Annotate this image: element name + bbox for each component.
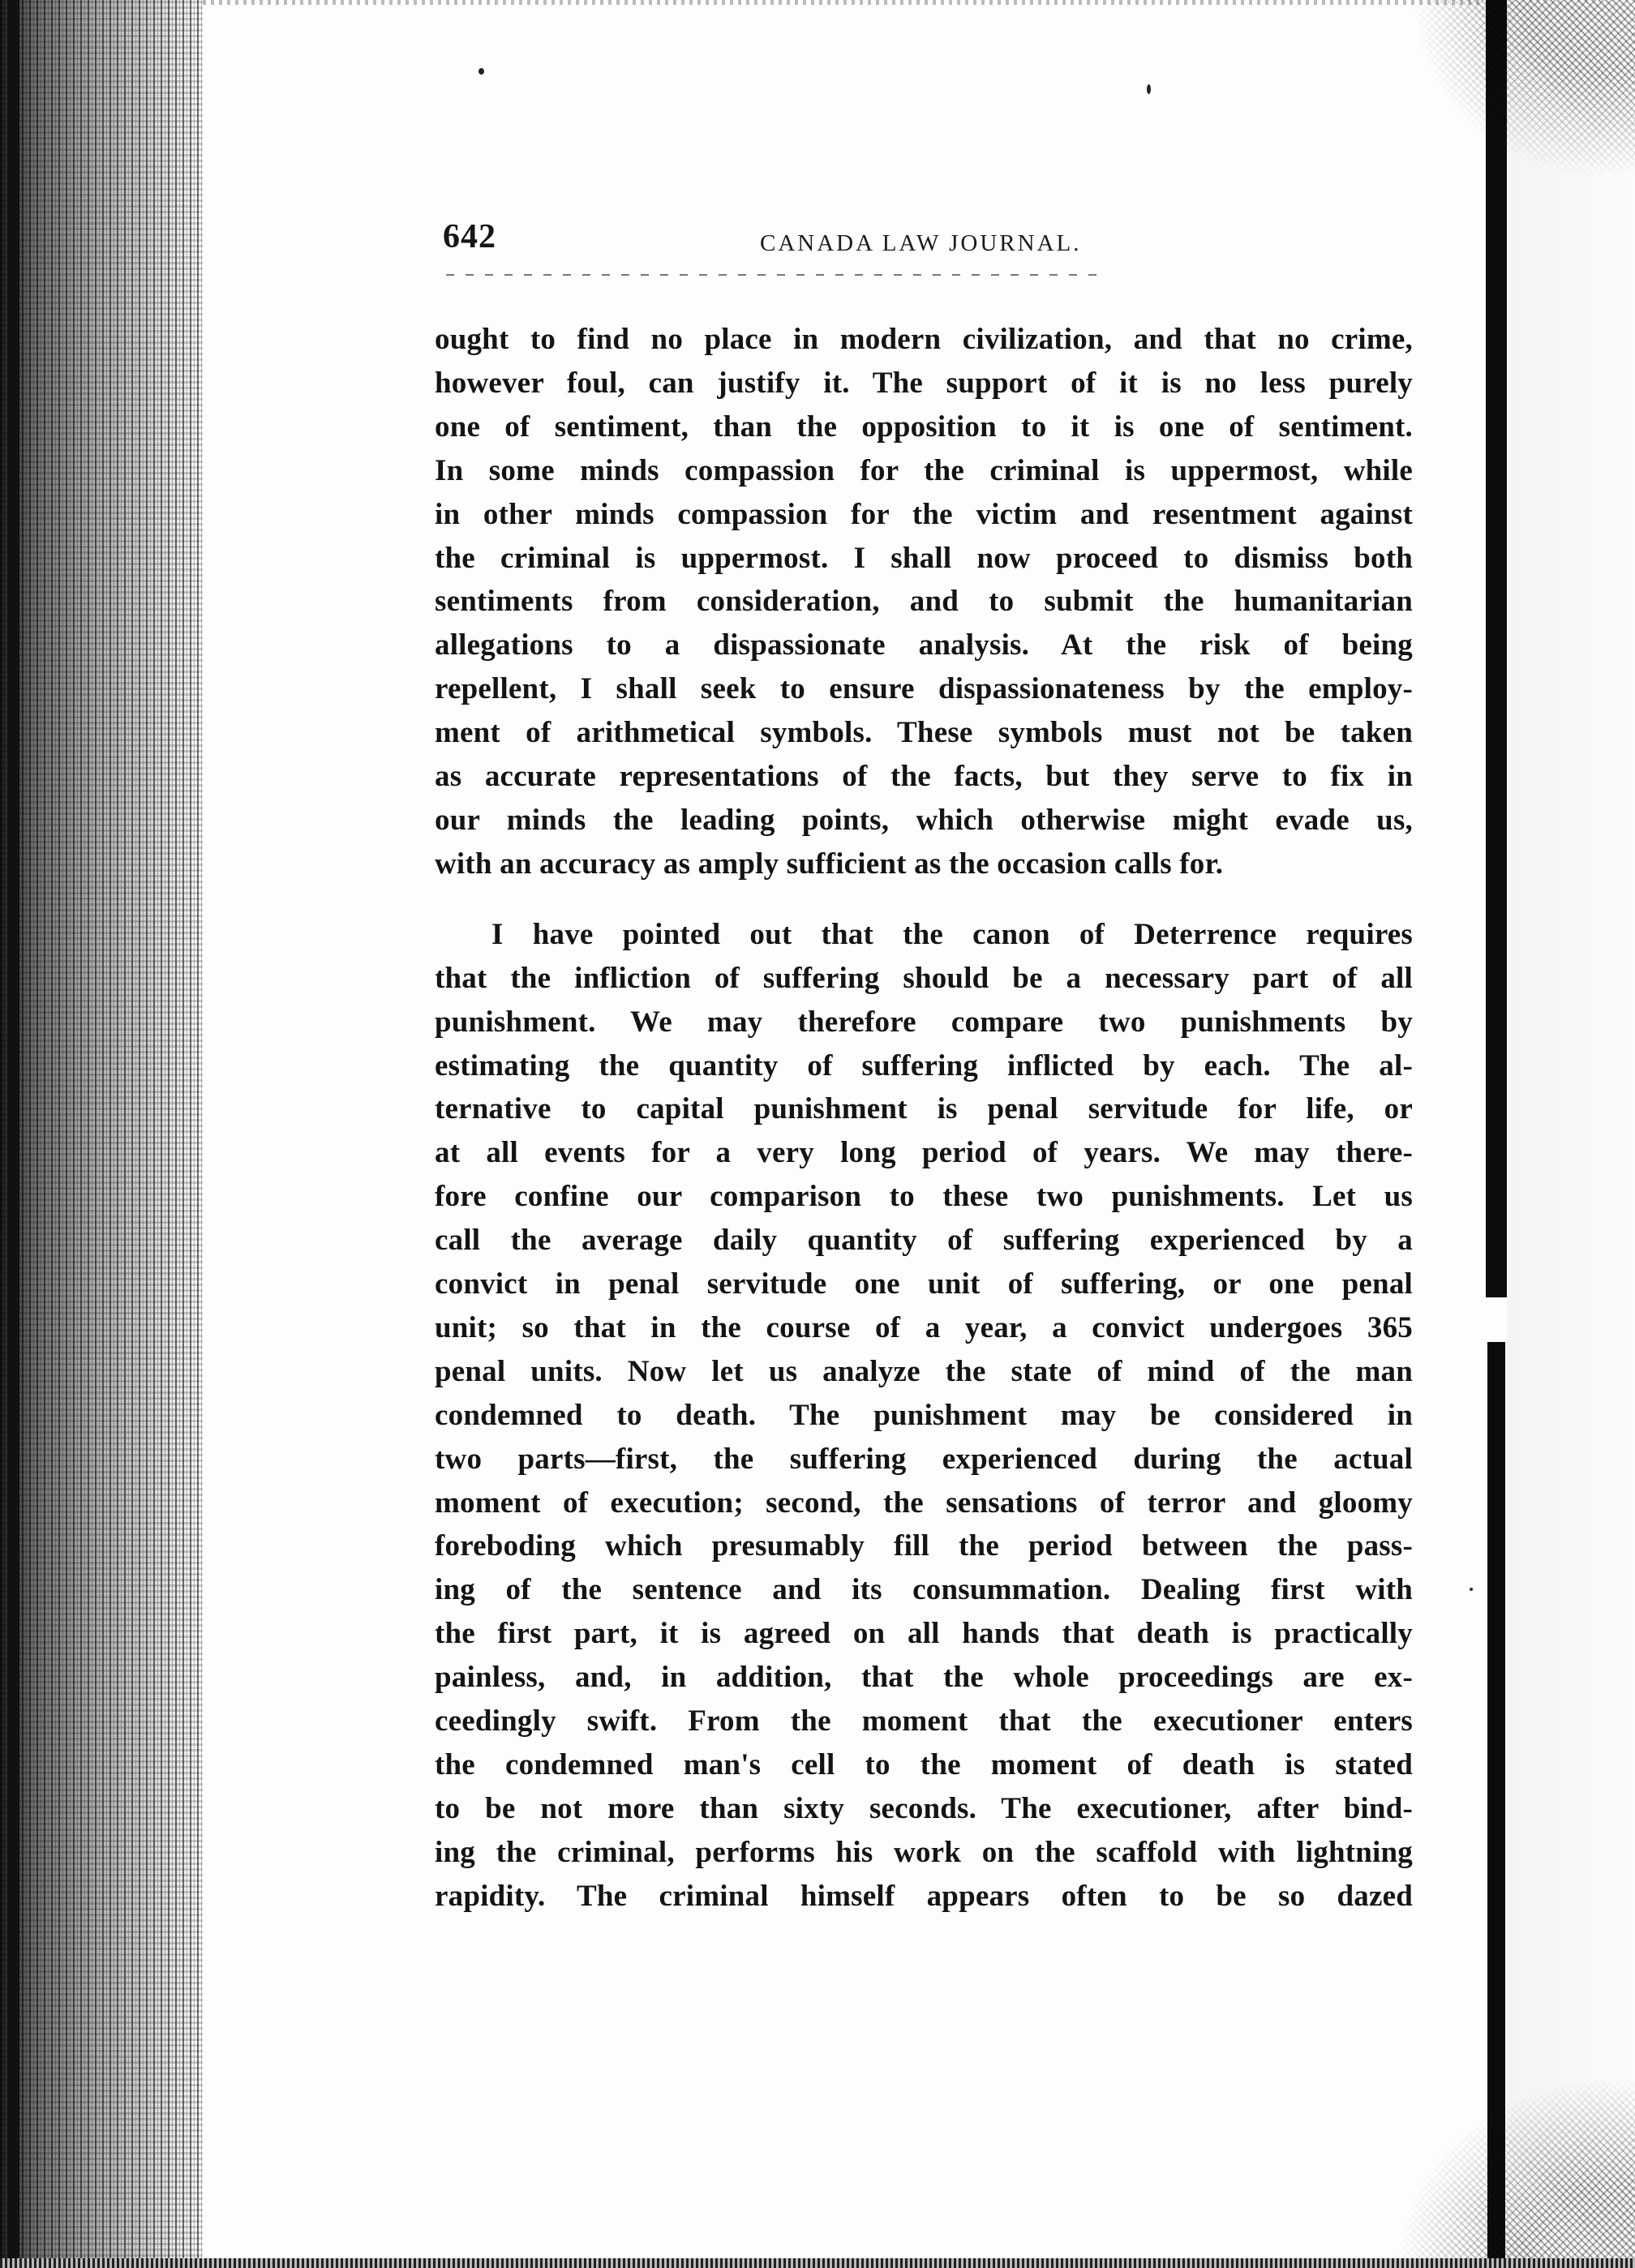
text-line: ceedingly swift. From the moment that the executioner enters — [435, 1704, 1413, 1739]
text-line: convict in penal servitude one unit of suffering, or one penal — [435, 1267, 1413, 1301]
text-line: in other minds compassion for the victim and resentment against — [435, 497, 1413, 531]
page-number: 642 — [443, 218, 496, 255]
right-bottom-corner-noise — [1395, 2076, 1635, 2268]
text-line: repellent, I shall seek to ensure dispassionateness by the employ- — [435, 672, 1413, 706]
running-head-title: CANADA LAW JOURNAL. — [760, 230, 1082, 256]
text-line: moment of execution; second, the sensations of terror and gloomy — [435, 1486, 1413, 1520]
left-binding-margin — [0, 0, 203, 2268]
text-line: our minds the leading points, which otherwise might evade us, — [435, 803, 1413, 837]
right-top-corner-noise — [1411, 0, 1635, 178]
paragraph-1 — [435, 318, 1413, 886]
text-line: call the average daily quantity of suffering experienced by a — [435, 1224, 1413, 1258]
text-line: penal units. Now let us analyze the state of mind of the man — [435, 1354, 1413, 1388]
body-text — [435, 318, 1413, 1919]
text-line: the first part, it is agreed on all hands that death is practically — [435, 1617, 1413, 1651]
text-line: to be not more than sixty seconds. The executioner, after bind- — [435, 1791, 1413, 1825]
text-line: the criminal is uppermost. I shall now proceed to dismiss both — [435, 541, 1413, 575]
text-line: ment of arithmetical symbols. These symbols must not be taken — [435, 716, 1413, 750]
text-line: punishment. We may therefore compare two punishments by — [435, 1005, 1413, 1039]
text-line: at all events for a very long period of years. We may there- — [435, 1136, 1413, 1170]
text-line: ternative to capital punishment is penal servitude for life, or — [435, 1092, 1413, 1126]
text-line: sentiments from consideration, and to submit the humanitarian — [435, 585, 1413, 619]
text-line: the condemned man's cell to the moment of death is stated — [435, 1748, 1413, 1781]
text-line: two parts—first, the suffering experienced during the actual — [435, 1442, 1413, 1476]
text-line: ought to find no place in modern civilization, and that no crime, — [435, 323, 1413, 356]
text-line: one of sentiment, than the opposition to it is one of sentiment. — [435, 409, 1413, 444]
left-edge-shadow — [8, 0, 19, 2268]
text-line: foreboding which presumably fill the period between the pass- — [435, 1529, 1413, 1563]
text-line: allegations to a dispassionate analysis. At the risk of being — [435, 628, 1413, 662]
text-line: with an accuracy as amply sufficient as the occasion calls for. — [435, 847, 1224, 881]
text-line: that the infliction of suffering should be a necessary part of all — [435, 961, 1413, 995]
text-line: fore confine our comparison to these two punishments. Let us — [435, 1180, 1413, 1214]
ink-speck — [1470, 1588, 1473, 1591]
right-edge-bar — [1486, 0, 1507, 1297]
text-line: ing of the sentence and its consummation. Dealing first with — [435, 1573, 1413, 1607]
text-line: unit; so that in the course of a year, a convict undergoes 365 — [435, 1310, 1413, 1344]
ink-speck — [478, 68, 484, 75]
text-line: In some minds compassion for the criminal is uppermost, while — [435, 453, 1413, 487]
top-edge-noise — [203, 0, 1484, 5]
text-line: as accurate representations of the facts, but they serve to fix in — [435, 760, 1413, 794]
text-line: however foul, can justify it. The support of it is no less purely — [435, 366, 1413, 400]
text-line: ing the criminal, performs his work on the scaffold with lightning — [435, 1835, 1413, 1869]
ink-speck — [1147, 84, 1151, 94]
text-line: estimating the quantity of suffering inflicted by each. The al- — [435, 1048, 1413, 1083]
text-line: painless, and, in addition, that the whole proceedings are ex- — [435, 1661, 1413, 1695]
paragraph-2 — [435, 913, 1413, 1919]
text-line: condemned to death. The punishment may be considered in — [435, 1398, 1413, 1432]
right-margin-strip — [1507, 0, 1635, 2268]
bottom-edge-noise — [0, 2258, 1635, 2268]
text-line: rapidity. The criminal himself appears often to be so dazed — [435, 1879, 1413, 1913]
header-rule — [446, 274, 1107, 276]
text-line: I have pointed out that the canon of Deterrence requires — [491, 917, 1413, 951]
